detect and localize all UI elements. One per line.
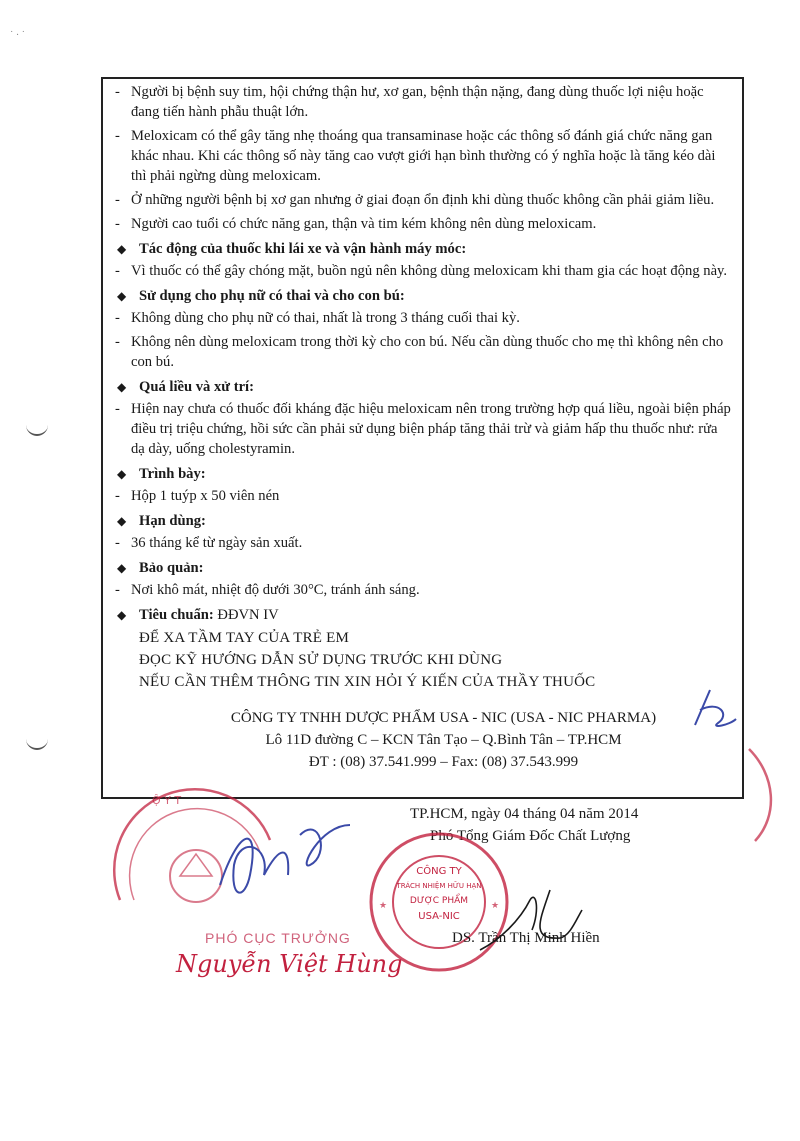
diamond-bullet-icon: ◆: [117, 467, 127, 481]
signature-title: Phó Tổng Giám Đốc Chất Lượng: [430, 828, 631, 844]
authority-name: Nguyễn Việt Hùng: [176, 950, 403, 978]
section-heading-presentation: ◆ Trình bày:: [117, 466, 206, 482]
diamond-bullet-icon: ◆: [117, 242, 127, 256]
company-phone: ĐT : (08) 37.541.999 – Fax: (08) 37.543.999: [308, 754, 579, 770]
svg-text:Ộ Y T: Ộ Y T: [152, 794, 182, 807]
company-address: Lô 11D đường C – KCN Tân Tạo – Q.Bình Tân – TP.HCM: [265, 732, 622, 748]
hole-punch-mark: [26, 734, 48, 750]
warning-line: NẾU CẦN THÊM THÔNG TIN XIN HỎI Ý KIẾN CỦA THẦY THUỐC: [139, 674, 596, 690]
initials-mark-icon: [690, 685, 740, 735]
list-item: - Ở những người bệnh bị xơ gan nhưng ở giai đoạn ổn định khi dùng thuốc không cần phải giảm liều.: [115, 192, 715, 208]
section-heading-overdose: ◆ Quá liều và xử trí:: [117, 379, 254, 395]
section-heading-storage: ◆ Bảo quản:: [117, 560, 204, 576]
signature-vice-director-icon: [200, 805, 370, 915]
section-heading-expiry: ◆ Hạn dùng:: [117, 513, 206, 529]
warning-line: ĐỂ XA TẦM TAY CỦA TRẺ EM: [139, 630, 350, 646]
authority-title: PHÓ CỤC TRƯỞNG: [205, 930, 351, 946]
list-item: - Không dùng cho phụ nữ có thai, nhất là trong 3 tháng cuối thai kỳ.: [115, 310, 520, 326]
section-heading-standard: ◆ Tiêu chuẩn: ĐĐVN IV: [117, 607, 279, 623]
list-item: - 36 tháng kể từ ngày sản xuất.: [115, 535, 303, 551]
signature-quality-director-icon: [470, 880, 590, 960]
svg-text:★: ★: [379, 901, 388, 911]
document-frame: [101, 77, 744, 799]
stamp-edge-icon: [745, 745, 785, 845]
section-heading-driving: ◆ Tác động của thuốc khi lái xe và vận hành máy móc:: [117, 241, 467, 257]
list-item: - Hộp 1 tuýp x 50 viên nén: [115, 488, 280, 504]
diamond-bullet-icon: ◆: [117, 514, 127, 528]
list-item: - Meloxicam có thể gây tăng nhẹ thoáng qua transaminase hoặc các thông số đánh giá chức năng gan khác nhau. Khi các thông số này tăng cao vượt giới hạn bình thường có ý nghĩa hoặc là tăng kéo dài thì phải ngừng dùng meloxicam.: [115, 128, 716, 184]
hole-punch-mark: [26, 420, 48, 436]
warning-line: ĐỌC KỸ HƯỚNG DẪN SỬ DỤNG TRƯỚC KHI DÙNG: [139, 652, 503, 668]
list-item: - Vì thuốc có thể gây chóng mặt, buồn ngủ nên không dùng meloxicam khi tham gia các hoạt động này.: [115, 263, 728, 279]
diamond-bullet-icon: ◆: [117, 561, 127, 575]
svg-text:★: ★: [491, 901, 500, 911]
list-item: - Người bị bệnh suy tim, hội chứng thận hư, xơ gan, bệnh thận nặng, đang dùng thuốc lợi niệu hoặc đang tiến hành phẫu thuật lớn.: [115, 84, 704, 120]
precautions-list: [115, 82, 732, 234]
scan-specks: ˙ · ˙: [10, 30, 25, 41]
warning-block: [139, 627, 732, 693]
list-item: - Nơi khô mát, nhiệt độ dưới 30°C, tránh ánh sáng.: [115, 582, 420, 598]
diamond-bullet-icon: ◆: [117, 380, 127, 394]
signer-name: DS. Trần Thị Minh Hiền: [452, 930, 600, 946]
signature-date: TP.HCM, ngày 04 tháng 04 năm 2014: [410, 806, 639, 822]
list-item: - Người cao tuổi có chức năng gan, thận và tim kém không nên dùng meloxicam.: [115, 216, 597, 232]
company-name: CÔNG TY TNHH DƯỢC PHẨM USA - NIC (USA - NIC PHARMA): [230, 710, 657, 726]
company-info: [115, 707, 732, 773]
diamond-bullet-icon: ◆: [117, 608, 127, 622]
list-item: - Không nên dùng meloxicam trong thời kỳ cho con bú. Nếu cần dùng thuốc cho mẹ thì không nên cho con bú.: [115, 334, 724, 370]
section-heading-pregnancy: ◆ Sử dụng cho phụ nữ có thai và cho con bú:: [117, 288, 405, 304]
diamond-bullet-icon: ◆: [117, 289, 127, 303]
company-seal: ★ ★ CÔNG TY TRÁCH NHIỆM HỮU HẠN DƯỢC PHẨM USA-NIC: [367, 830, 511, 974]
list-item: - Hiện nay chưa có thuốc đối kháng đặc hiệu meloxicam nên trong trường hợp quá liều, ngoài biện pháp điều trị triệu chứng, hồi sức cần phải sử dụng biện pháp tăng thải trừ và giảm hấp thu thuốc như: rửa dạ dày, uống cholestyramin.: [115, 401, 731, 457]
